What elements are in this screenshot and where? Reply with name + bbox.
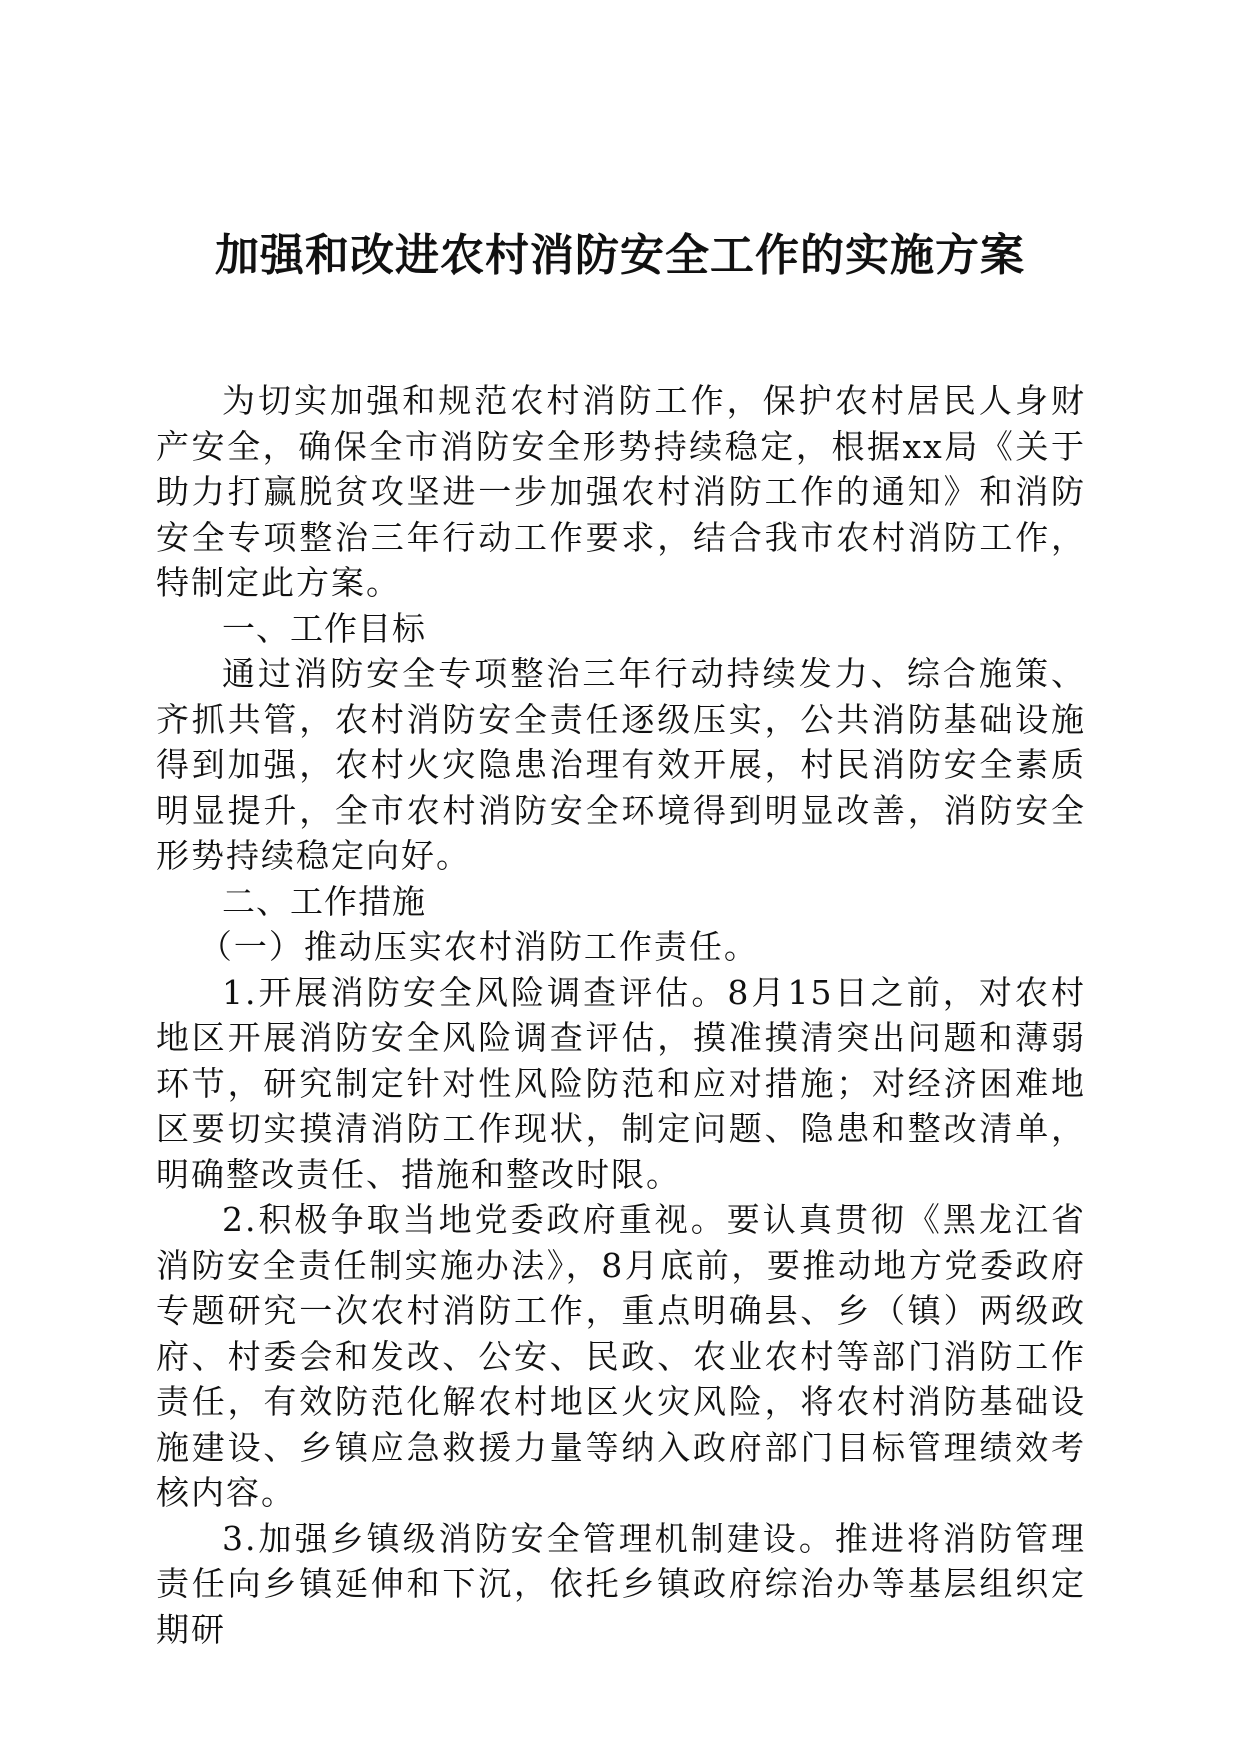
section-1-paragraph: 通过消防安全专项整治三年行动持续发力、综合施策、齐抓共管，农村消防安全责任逐级压实，公共消防基础设施得到加强，农村火灾隐患治理有效开展，村民消防安全素质明显提升，全市农村消防安全环境得到明显改善，消防安全形势持续稳定向好。 xyxy=(156,654,1086,875)
measure-item-3: 3.加强乡镇级消防安全管理机制建设。推进将消防管理责任向乡镇延伸和下沉，依托乡镇政府综治办等基层组织定期研 xyxy=(156,1518,1086,1649)
document-body xyxy=(156,378,1086,1652)
section-1-heading: 一、工作目标 xyxy=(222,608,426,648)
section-2-heading: 二、工作措施 xyxy=(222,881,426,921)
section-2-subheading: （一）推动压实农村消防工作责任。 xyxy=(198,927,759,966)
intro-paragraph: 为切实加强和规范农村消防工作，保护农村居民人身财产安全，确保全市消防安全形势持续稳定，根据xx局《关于助力打赢脱贫攻坚进一步加强农村消防工作的通知》和消防安全专项整治三年行动工作要求，结合我市农村消防工作，特制定此方案。 xyxy=(156,381,1086,602)
measure-item-2: 2.积极争取当地党委政府重视。要认真贯彻《黑龙江省消防安全责任制实施办法》，8月底前，要推动地方党委政府专题研究一次农村消防工作，重点明确县、乡（镇）两级政府、村委会和发改、公安、民政、农业农村等部门消防工作责任，有效防范化解农村地区火灾风险，将农村消防基础设施建设、乡镇应急救援力量等纳入政府部门目标管理绩效考核内容。 xyxy=(156,1200,1086,1512)
measure-item-1: 1.开展消防安全风险调查评估。8月15日之前，对农村地区开展消防安全风险调查评估，摸准摸清突出问题和薄弱环节，研究制定针对性风险防范和应对措施；对经济困难地区要切实摸清消防工作现状，制定问题、隐患和整改清单，明确整改责任、措施和整改时限。 xyxy=(156,972,1086,1194)
document-title: 加强和改进农村消防安全工作的实施方案 xyxy=(215,230,1025,281)
